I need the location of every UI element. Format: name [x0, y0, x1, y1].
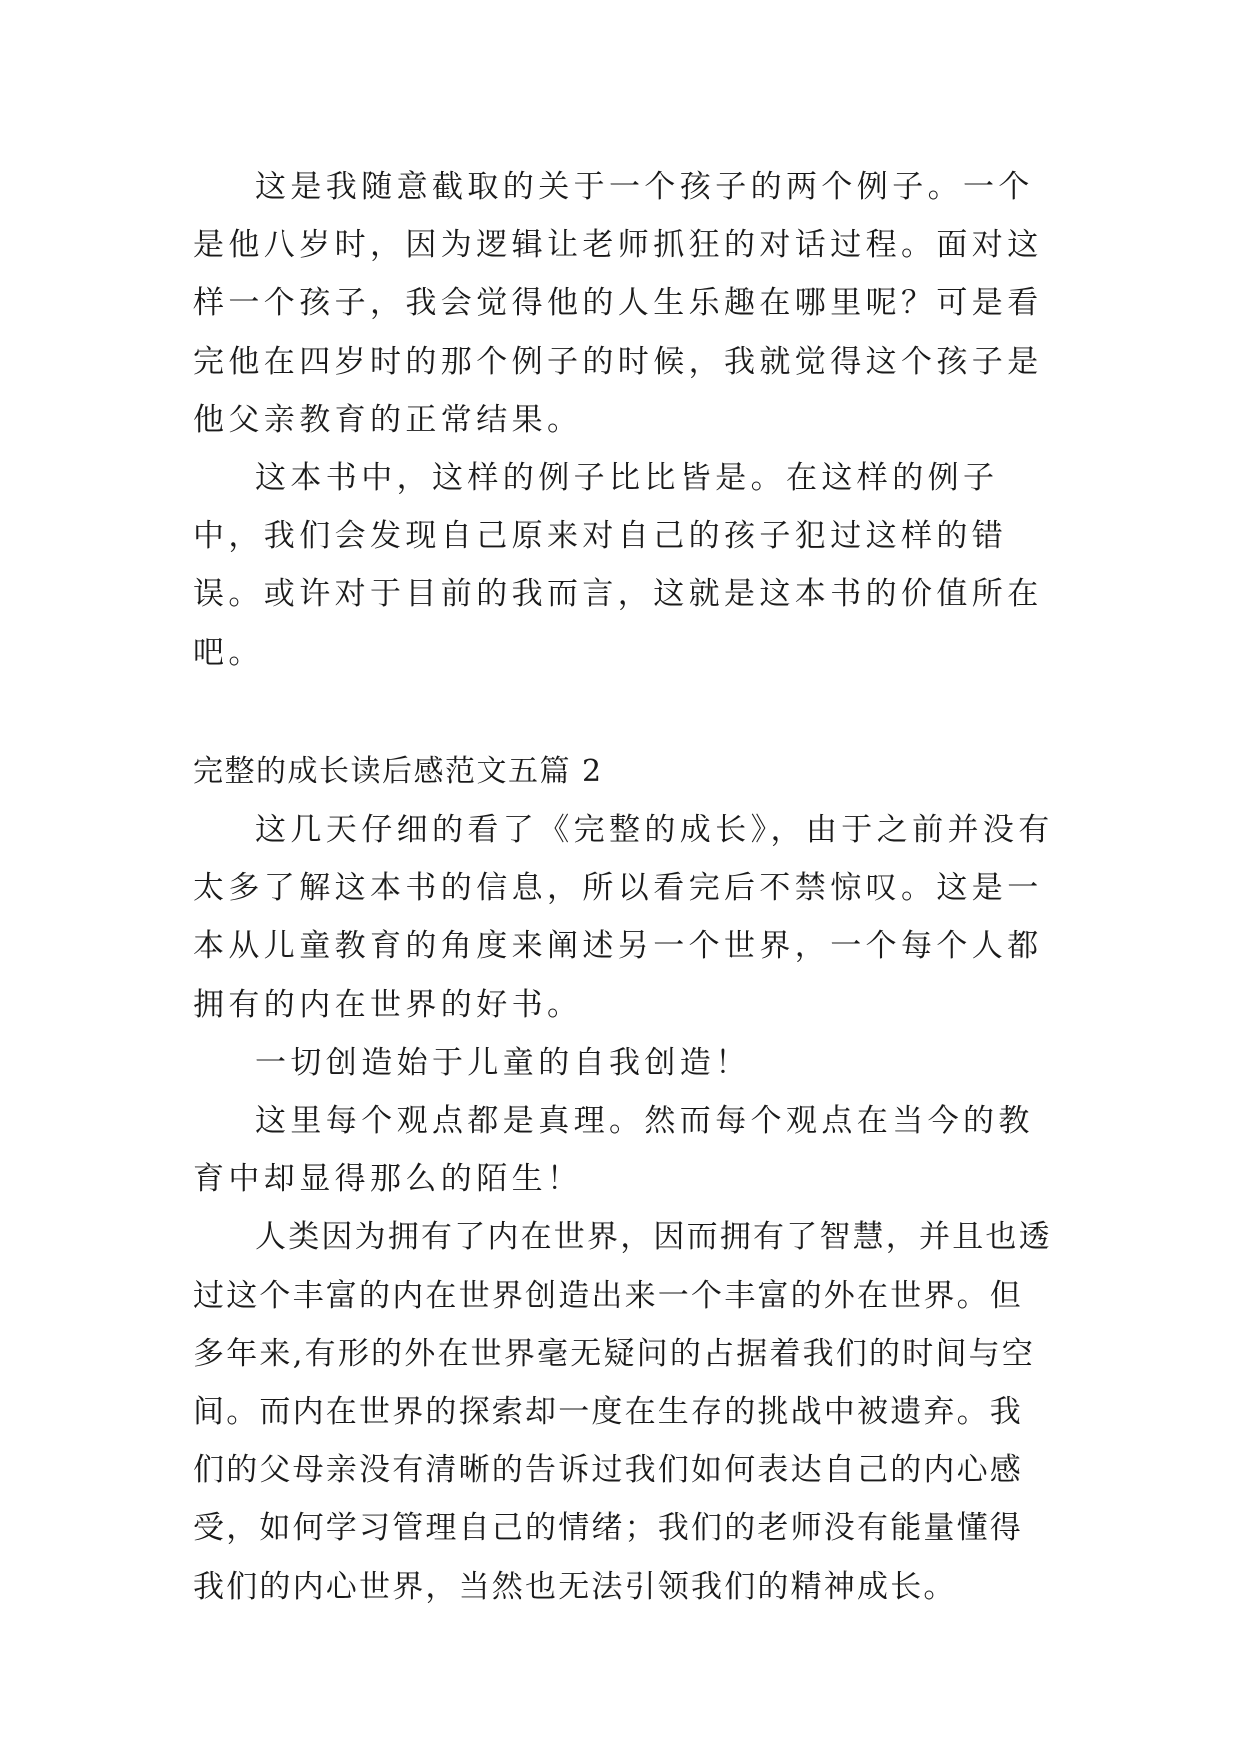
paragraph: 这是我随意截取的关于一个孩子的两个例子。一个是他八岁时，因为逻辑让老师抓狂的对话过程。面对这样一个孩子，我会觉得他的人生乐趣在哪里呢？可是看完他在四岁时的那个例子的时候，我就觉得这个孩子是他父亲教育的正常结果。: [193, 169, 1043, 438]
paragraph: 一切创造始于儿童的自我创造！: [255, 1044, 751, 1081]
paragraph: 这里每个观点都是真理。然而每个观点在当今的教育中却显得那么的陌生！: [193, 1103, 1034, 1198]
paragraph: 这本书中，这样的例子比比皆是。在这样的例子中，我们会发现自己原来对自己的孩子犯过这样的错误。或许对于目前的我而言，这就是这本书的价值所在吧。: [193, 460, 1043, 671]
document-body: [193, 158, 1055, 1616]
paragraph: 人类因为拥有了内在世界，因而拥有了智慧，并且也透过这个丰富的内在世界创造出来一个丰富的外在世界。但多年来,有形的外在世界毫无疑问的占据着我们的时间与空间。而内在世界的探索却一度在生存的挑战中被遗弃。我们的父母亲没有清晰的告诉过我们如何表达自己的内心感受，如何学习管理自己的情绪；我们的老师没有能量懂得我们的内心世界，当然也无法引领我们的精神成长。: [193, 1219, 1052, 1605]
section-title: 完整的成长读后感范文五篇 2: [193, 753, 603, 789]
paragraph: 这几天仔细的看了《完整的成长》，由于之前并没有太多了解这本书的信息，所以看完后不禁惊叹。这是一本从儿童教育的角度来阐述另一个世界，一个每个人都拥有的内在世界的好书。: [193, 812, 1054, 1023]
